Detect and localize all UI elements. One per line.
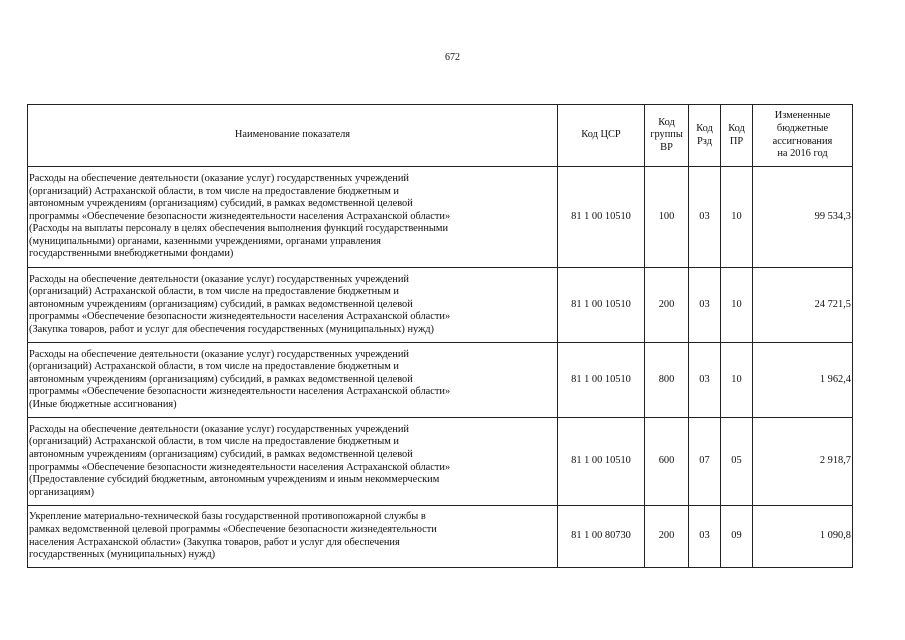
- header-pr: [721, 105, 753, 167]
- header-csr: Код ЦСР: [558, 105, 645, 167]
- header-amount-line: на 2016 год: [777, 148, 828, 160]
- csr-cell: 81 1 00 10510: [558, 268, 645, 343]
- header-rzd-line: Код: [696, 122, 713, 134]
- csr-cell: 81 1 00 10510: [558, 343, 645, 418]
- rzd-cell: 03: [689, 167, 721, 268]
- name-line: Расходы на обеспечение деятельности (оказание услуг) государственных учреждений: [29, 423, 409, 435]
- name-line: рамках ведомственной целевой программы «Обеспечение безопасности жизнедеятельности: [29, 523, 437, 535]
- name-line: организациям): [29, 486, 95, 498]
- header-amount-line: Измененные: [774, 110, 831, 122]
- header-rzd-line: Рзд: [697, 135, 712, 147]
- name-line: Укрепление материально-технической базы государственной противопожарной службы в: [29, 511, 426, 523]
- amount-cell: 99 534,3: [753, 167, 853, 268]
- amount-cell: 2 918,7: [753, 418, 853, 506]
- rzd-cell: 03: [689, 268, 721, 343]
- name-line: (организаций) Астраханской области, в том числе на предоставление бюджетным и: [29, 436, 399, 448]
- row-name-cell: [28, 418, 558, 506]
- header-amount-line: бюджетные: [776, 122, 829, 134]
- row-name-cell: [28, 268, 558, 343]
- pr-cell: 09: [721, 506, 753, 568]
- amount-cell: 1 962,4: [753, 343, 853, 418]
- table-row: [28, 268, 853, 343]
- row-name-cell: [28, 343, 558, 418]
- name-line: (Закупка товаров, работ и услуг для обеспечения государственных (муниципальных) нужд): [29, 323, 434, 335]
- name-line: (Иные бюджетные ассигнования): [29, 398, 177, 410]
- name-line: государственных (муниципальных) нужд): [29, 549, 216, 561]
- name-line: Расходы на обеспечение деятельности (оказание услуг) государственных учреждений: [29, 348, 409, 360]
- rzd-cell: 07: [689, 418, 721, 506]
- csr-cell: 81 1 00 10510: [558, 418, 645, 506]
- name-line: населения Астраханской области» (Закупка товаров, работ и услуг для обеспечения: [29, 536, 400, 548]
- header-vr-line: Код: [658, 116, 675, 128]
- name-line: (организаций) Астраханской области, в том числе на предоставление бюджетным и: [29, 286, 399, 298]
- header-vr-line: ВР: [660, 141, 673, 153]
- row-name-cell: [28, 167, 558, 268]
- name-line: (Предоставление субсидий бюджетным, автономным учреждениям и иным некоммерческим: [29, 474, 440, 486]
- name-line: программы «Обеспечение безопасности жизнедеятельности населения Астраханской области»: [29, 386, 451, 398]
- name-line: автономным учреждениям (организациям) субсидий, в рамках ведомственной целевой: [29, 448, 413, 460]
- name-line: Расходы на обеспечение деятельности (оказание услуг) государственных учреждений: [29, 172, 409, 184]
- name-line: (организаций) Астраханской области, в том числе на предоставление бюджетным и: [29, 185, 399, 197]
- csr-cell: 81 1 00 10510: [558, 167, 645, 268]
- name-line: (организаций) Астраханской области, в том числе на предоставление бюджетным и: [29, 361, 399, 373]
- name-line: (Расходы на выплаты персоналу в целях обеспечения выполнения функций государственными: [29, 223, 449, 235]
- header-pr-line: ПР: [729, 135, 744, 147]
- name-line: программы «Обеспечение безопасности жизнедеятельности населения Астраханской области»: [29, 311, 451, 323]
- vr-cell: 600: [645, 418, 689, 506]
- vr-cell: 800: [645, 343, 689, 418]
- name-line: (муниципальными) органами, казенными учреждениями, органами управления: [29, 235, 381, 247]
- pr-cell: 10: [721, 167, 753, 268]
- table-row: [28, 167, 853, 268]
- csr-cell: 81 1 00 80730: [558, 506, 645, 568]
- table-row: [28, 343, 853, 418]
- name-line: Расходы на обеспечение деятельности (оказание услуг) государственных учреждений: [29, 273, 409, 285]
- header-name: Наименование показателя: [28, 105, 558, 167]
- name-line: программы «Обеспечение безопасности жизнедеятельности населения Астраханской области»: [29, 210, 451, 222]
- header-amount-line: ассигнования: [772, 135, 833, 147]
- rzd-cell: 03: [689, 506, 721, 568]
- vr-cell: 100: [645, 167, 689, 268]
- name-line: программы «Обеспечение безопасности жизнедеятельности населения Астраханской области»: [29, 461, 451, 473]
- name-line: автономным учреждениям (организациям) субсидий, в рамках ведомственной целевой: [29, 373, 413, 385]
- row-name-cell: [28, 506, 558, 568]
- header-vr: [645, 105, 689, 167]
- header-vr-line: группы: [650, 129, 683, 141]
- header-amount: [753, 105, 853, 167]
- header-pr-line: Код: [728, 122, 745, 134]
- page-number: 672: [445, 52, 460, 63]
- vr-cell: 200: [645, 268, 689, 343]
- name-line: государственными внебюджетными фондами): [29, 248, 234, 260]
- amount-cell: 1 090,8: [753, 506, 853, 568]
- vr-cell: 200: [645, 506, 689, 568]
- name-line: автономным учреждениям (организациям) субсидий, в рамках ведомственной целевой: [29, 298, 413, 310]
- rzd-cell: 03: [689, 343, 721, 418]
- header-rzd: [689, 105, 721, 167]
- budget-table: [27, 104, 853, 568]
- pr-cell: 10: [721, 343, 753, 418]
- table-row: [28, 418, 853, 506]
- amount-cell: 24 721,5: [753, 268, 853, 343]
- pr-cell: 05: [721, 418, 753, 506]
- pr-cell: 10: [721, 268, 753, 343]
- header-row: [28, 105, 853, 167]
- table-row: [28, 506, 853, 568]
- name-line: автономным учреждениям (организациям) субсидий, в рамках ведомственной целевой: [29, 198, 413, 210]
